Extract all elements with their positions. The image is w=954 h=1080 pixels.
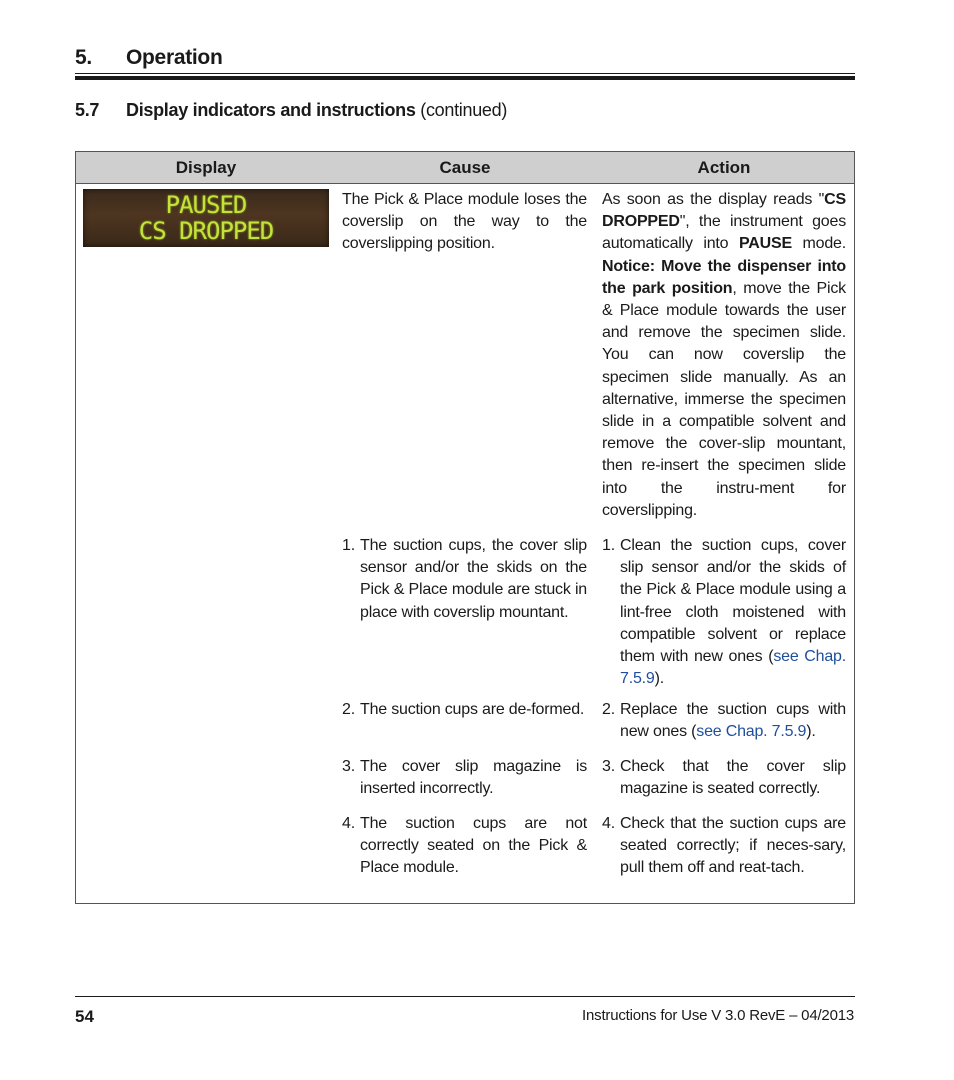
action-item-number: 2. [602,701,615,718]
action-item-text [620,535,846,690]
action-bold-pause: PAUSE [738,235,792,253]
cause-item-text: The cover slip magazine is inserted incorrectly. [360,758,587,798]
cause-item-text: The suction cups are not correctly seated on the Pick & Place module. [360,815,587,877]
action-item-number: 1. [602,537,615,554]
document-info: Instructions for Use V 3.0 RevE – 04/2013 [582,1007,854,1024]
action-item-text: Check that the suction cups are seated correctly; if neces-sary, pull them off and reat-tach. [620,815,846,877]
cause-item-number: 3. [342,758,355,775]
cause-item-number: 2. [342,701,355,718]
action-bold-cs-dropped: CS DROPPED [602,191,846,231]
header-rule [75,73,855,74]
action-item-text: Check that the cover slip magazine is seated correctly. [620,758,846,798]
indicator-table [75,151,855,904]
action-item-text-part: Replace the suction cups with new ones ( [620,701,846,741]
action-item-3 [602,756,846,800]
action-item-4 [602,813,846,880]
lcd-line-1: PAUSED [165,191,247,219]
cause-item-text: The suction cups, the cover slip sensor and/or the skids on the Pick & Place module are stuck in place with coverslip mountant. [360,537,587,621]
action-item-text-part: ). [806,723,816,741]
chapter-number: 5. [75,46,92,69]
cause-item-number: 1. [342,537,355,554]
section-number: 5.7 [75,100,100,120]
column-header-action: Action [697,158,751,177]
action-main [602,189,846,522]
action-text: mode. [791,235,847,253]
cause-main: The Pick & Place module loses the coverslip on the way to the coverslipping position. [342,191,587,253]
action-item-number: 4. [602,815,615,832]
action-item-text-part: Clean the suction cups, cover slip sensor and/or the skids of the Pick & Place module using a lint-free cloth moistened with compatible solvent or replace them with new ones ( [620,537,846,666]
action-notice: Notice: Move the dispenser into the park position [602,257,846,297]
chapter-link[interactable]: see Chap. 7.5.9 [696,723,807,741]
column-header-cause: Cause [439,158,491,177]
cause-item-number: 4. [342,815,355,832]
page-number: 54 [75,1007,94,1026]
footer-rule [75,996,855,997]
cause-item-text: The suction cups are de-formed. [360,701,585,718]
action-item-number: 3. [602,758,615,775]
chapter-link[interactable]: see Chap. 7.5.9 [620,648,847,688]
action-item-text [620,699,846,743]
action-item-2 [602,699,846,743]
action-text: As soon as the display reads " [602,191,825,208]
action-item-1 [602,535,846,690]
section-suffix: (continued) [420,100,508,120]
table-header-row [76,152,854,184]
action-text: ", the instrument goes automatically into [602,213,846,253]
cause-item-3 [342,756,587,800]
section-title: Display indicators and instructions [126,100,416,120]
action-item-text-part: ). [654,670,664,688]
lcd-display-image [83,189,329,247]
chapter-heading [75,46,222,70]
action-text: , move the Pick & Place module towards the user and remove the specimen slide. You can now coverslip the specimen slide manually. As an alternative, immerse the specimen slide in a compatible solvent and remove the cover-slip mountant, then re-insert the specimen slide into the instru-ment for coverslipping. [602,279,846,519]
cause-item-4 [342,813,587,880]
chapter-title: Operation [126,46,223,69]
column-header-display: Display [175,158,237,177]
section-heading [75,100,507,121]
lcd-line-2: CS DROPPED [138,217,274,245]
cause-item-2 [342,699,587,721]
cause-item-1 [342,535,587,624]
